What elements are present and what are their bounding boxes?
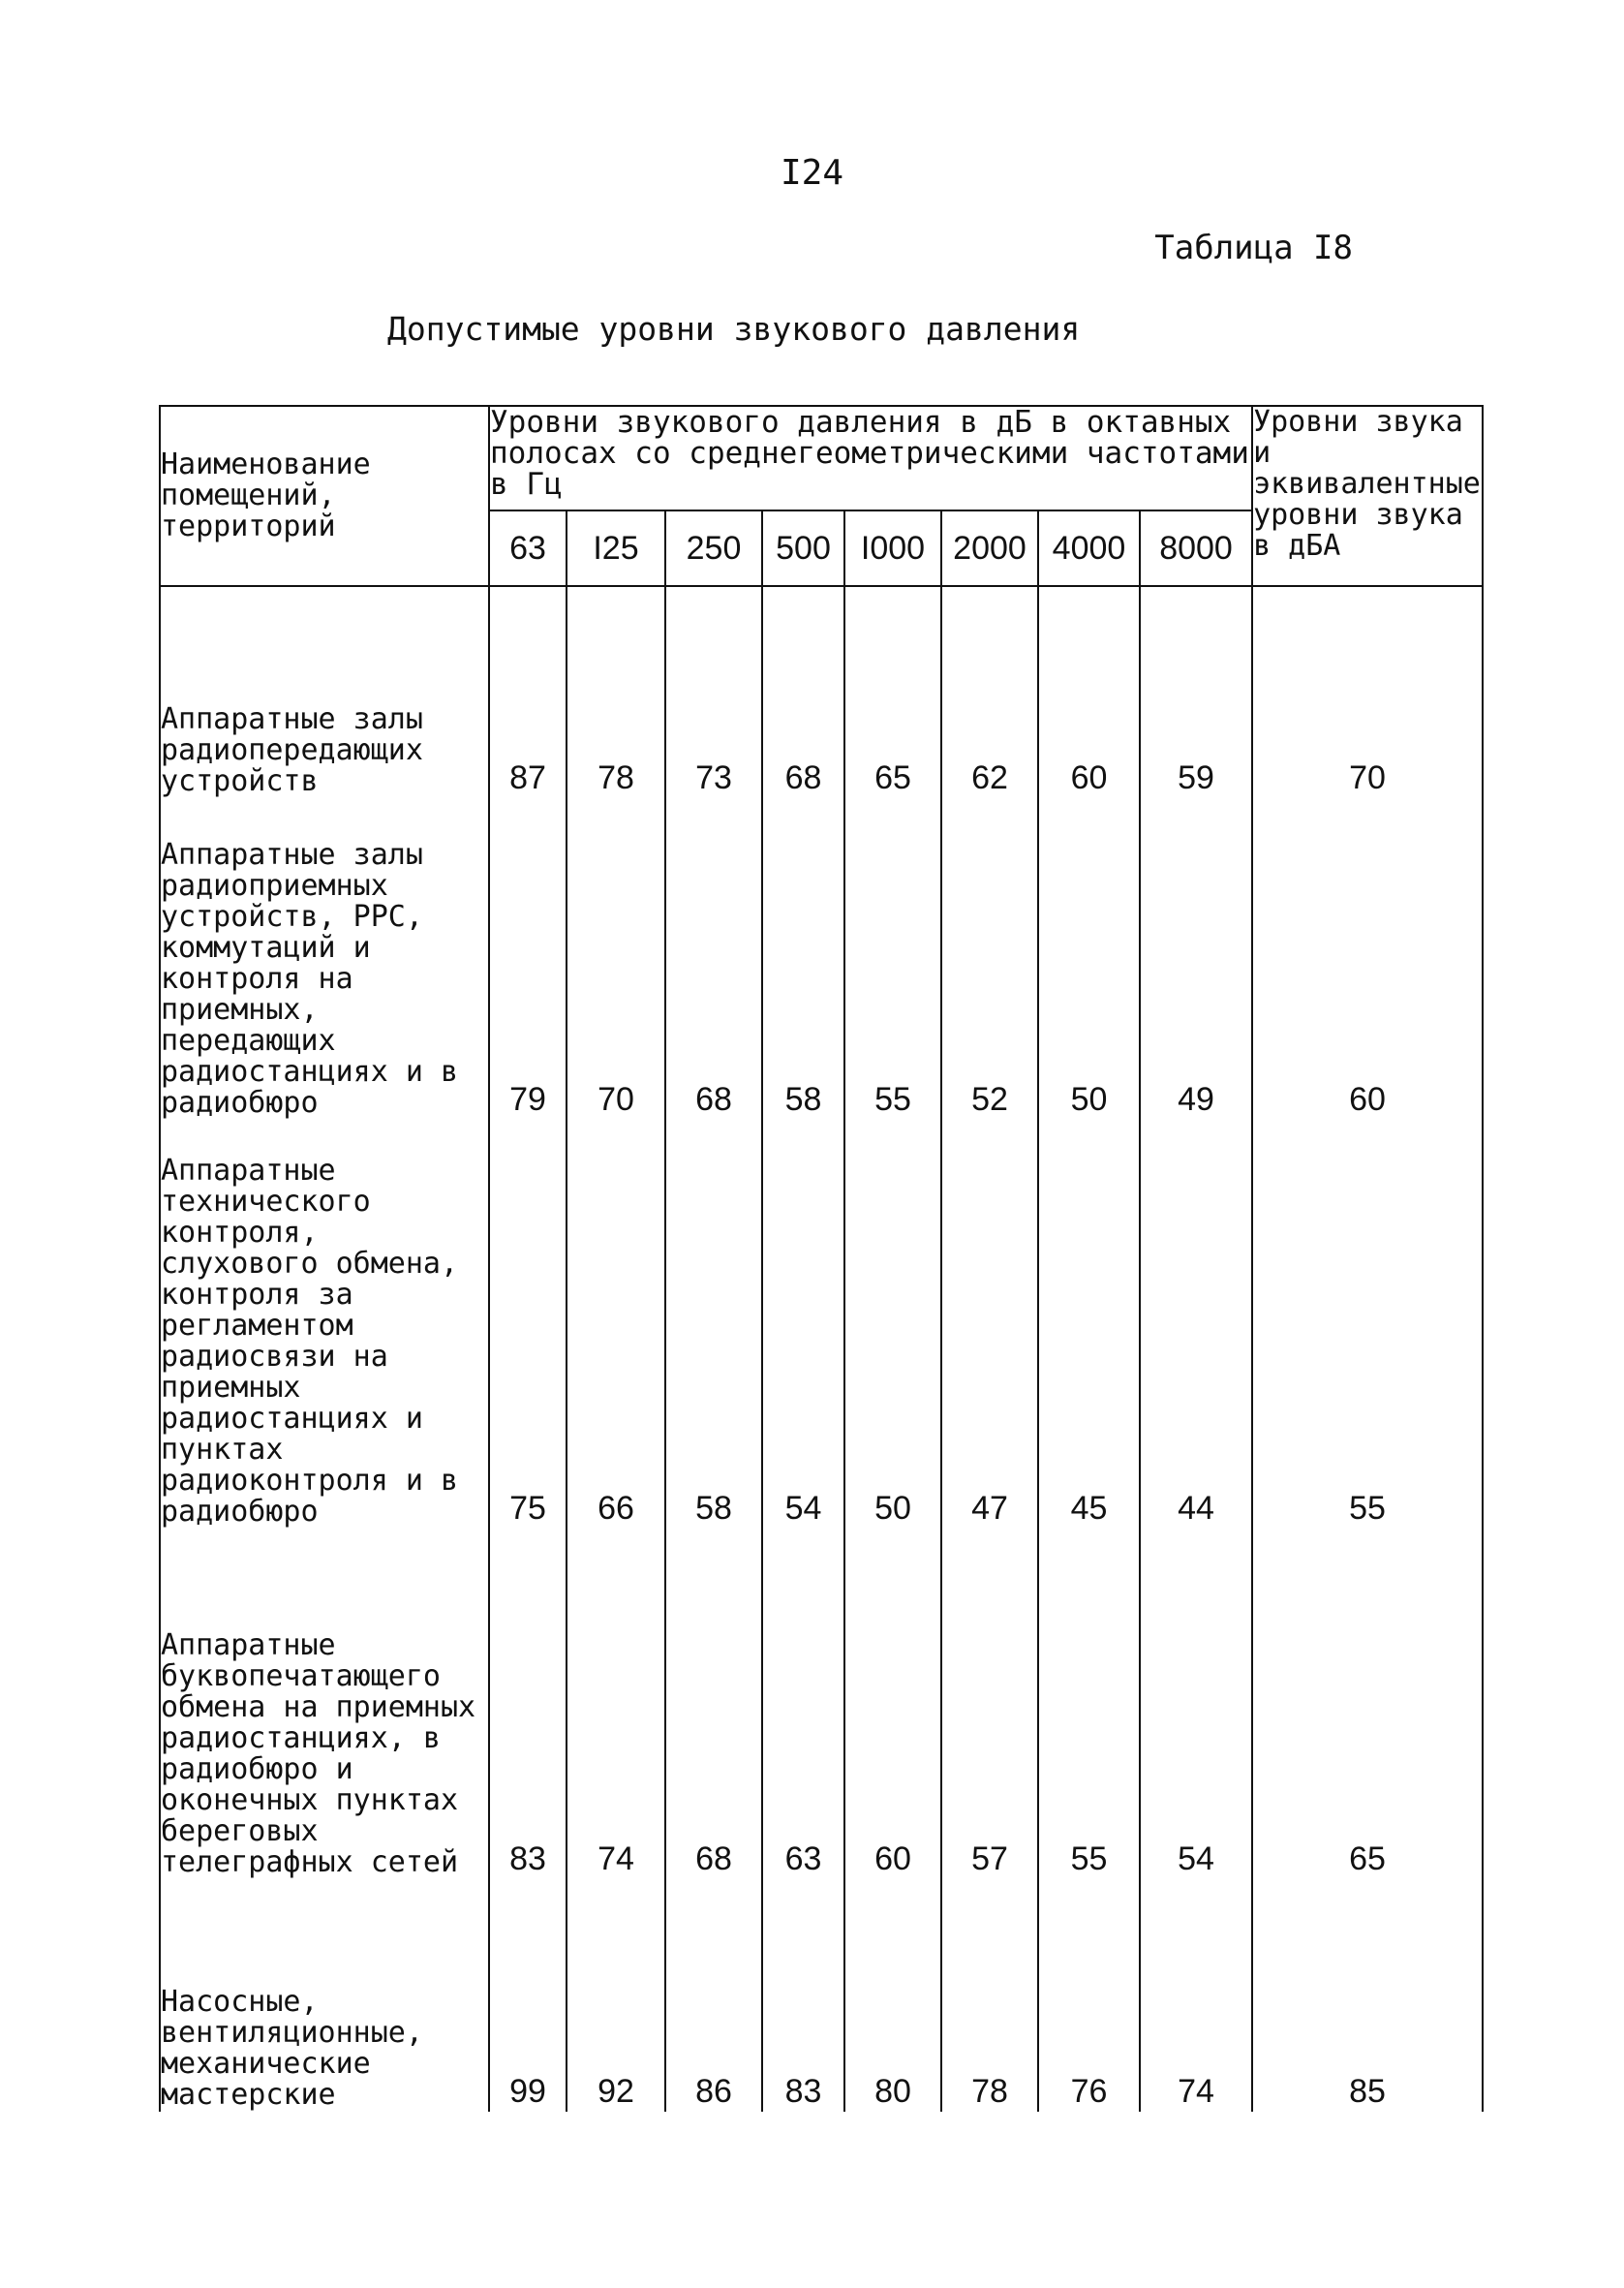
frequency-header: 2000 <box>941 510 1038 586</box>
level-value: 74 <box>567 1528 665 1878</box>
table-title: Допустимые уровни звукового давления <box>387 310 1081 348</box>
level-value: 49 <box>1140 797 1252 1119</box>
sound-level-value: 65 <box>1252 1528 1483 1878</box>
level-value: 62 <box>941 586 1038 797</box>
level-value: 73 <box>665 586 762 797</box>
level-value: 55 <box>1038 1528 1140 1878</box>
sound-level-value: 85 <box>1252 1878 1483 2111</box>
frequency-header: 500 <box>762 510 844 586</box>
level-value: 54 <box>762 1119 844 1528</box>
noise-norms-table <box>159 405 1484 2112</box>
level-value: 79 <box>489 797 567 1119</box>
frequency-header: I000 <box>844 510 941 586</box>
level-value: 66 <box>567 1119 665 1528</box>
level-value: 68 <box>762 586 844 797</box>
frequency-header: I25 <box>567 510 665 586</box>
level-value: 68 <box>665 1528 762 1878</box>
sound-level-value: 70 <box>1252 586 1483 797</box>
level-value: 76 <box>1038 1878 1140 2111</box>
room-name: Аппаратные залы радиоприемных устройств, РРС, коммутаций и контроля на приемных, передающих радиостанциях и в радиобюро <box>160 797 489 1119</box>
room-name: Аппаратные буквопечатающего обмена на приемных радиостанциях, в радиобюро и оконечных пунктах береговых телеграфных сетей <box>160 1528 489 1878</box>
table-row <box>160 797 1483 1119</box>
level-value: 54 <box>1140 1528 1252 1878</box>
level-value: 83 <box>489 1528 567 1878</box>
level-value: 58 <box>665 1119 762 1528</box>
octave-levels-header: Уровни звукового давления в дБ в октавных полосах со среднегеометрическими частотами в Гц <box>489 406 1252 510</box>
room-name: Насосные, вентиляционные, механические мастерские <box>160 1878 489 2111</box>
level-value: 78 <box>941 1878 1038 2111</box>
frequency-header: 4000 <box>1038 510 1140 586</box>
table-label: Таблица I8 <box>1154 229 1353 267</box>
level-value: 92 <box>567 1878 665 2111</box>
level-value: 83 <box>762 1878 844 2111</box>
room-name: Аппаратные технического контроля, слухового обмена, контроля за регламентом радиосвязи на приемных радиостанциях и пунктах радиоконтроля и в радиобюро <box>160 1119 489 1528</box>
level-value: 78 <box>567 586 665 797</box>
level-value: 63 <box>762 1528 844 1878</box>
level-value: 68 <box>665 797 762 1119</box>
frequency-header: 63 <box>489 510 567 586</box>
sound-level-value: 55 <box>1252 1119 1483 1528</box>
level-value: 60 <box>844 1528 941 1878</box>
level-value: 50 <box>1038 797 1140 1119</box>
frequency-header: 8000 <box>1140 510 1252 586</box>
room-name-header: Наименование помещений, территорий <box>160 406 489 586</box>
level-value: 74 <box>1140 1878 1252 2111</box>
level-value: 45 <box>1038 1119 1140 1528</box>
level-value: 57 <box>941 1528 1038 1878</box>
level-value: 55 <box>844 797 941 1119</box>
level-value: 44 <box>1140 1119 1252 1528</box>
sound-level-header: Уровни звука и эквивалентные уровни звука в дБА <box>1252 406 1483 586</box>
level-value: 75 <box>489 1119 567 1528</box>
table-row <box>160 1119 1483 1528</box>
level-value: 80 <box>844 1878 941 2111</box>
level-value: 65 <box>844 586 941 797</box>
level-value: 60 <box>1038 586 1140 797</box>
table-row <box>160 1528 1483 1878</box>
level-value: 86 <box>665 1878 762 2111</box>
room-name: Аппаратные залы радиопередающих устройств <box>160 586 489 797</box>
level-value: 50 <box>844 1119 941 1528</box>
level-value: 70 <box>567 797 665 1119</box>
level-value: 87 <box>489 586 567 797</box>
frequency-header: 250 <box>665 510 762 586</box>
table-row <box>160 586 1483 797</box>
page-number: I24 <box>780 153 844 193</box>
table-row <box>160 1878 1483 2111</box>
level-value: 99 <box>489 1878 567 2111</box>
sound-level-value: 60 <box>1252 797 1483 1119</box>
level-value: 58 <box>762 797 844 1119</box>
level-value: 47 <box>941 1119 1038 1528</box>
level-value: 52 <box>941 797 1038 1119</box>
level-value: 59 <box>1140 586 1252 797</box>
